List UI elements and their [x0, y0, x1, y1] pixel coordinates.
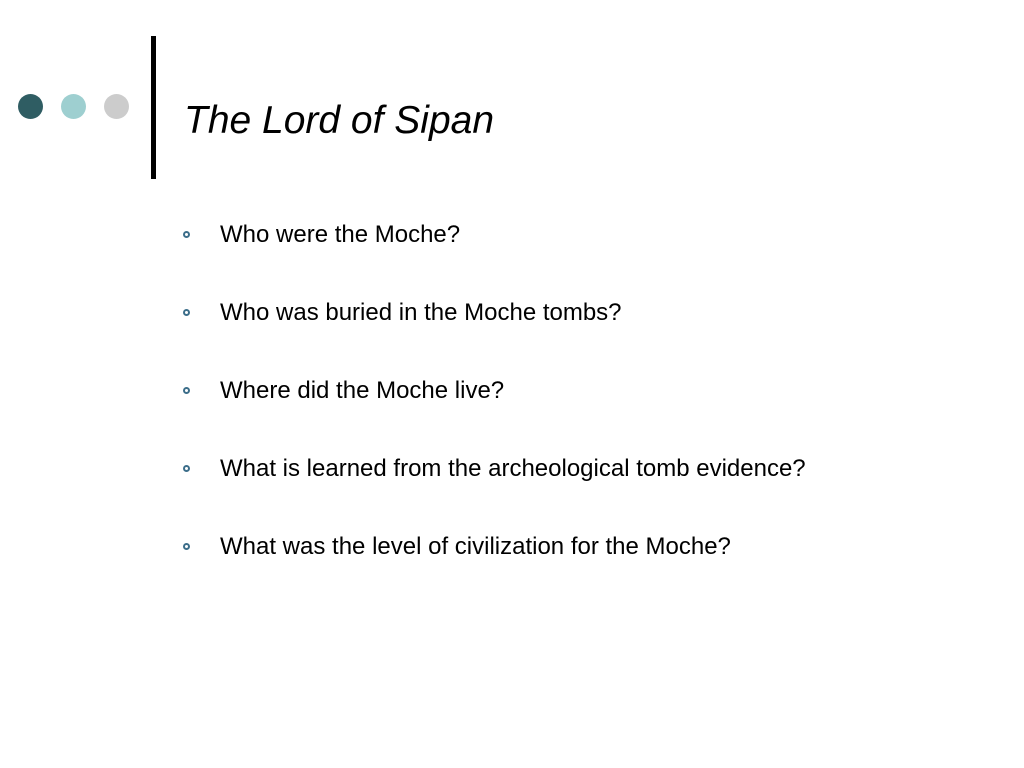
bullet-circle-icon — [183, 231, 190, 238]
bullet-text: Who were the Moche? — [220, 221, 461, 248]
bullet-text: What was the level of civilization for the Moche? — [220, 533, 731, 560]
slide-title: The Lord of Sipan — [184, 99, 495, 142]
bullet-text: Who was buried in the Moche tombs? — [220, 299, 622, 326]
decorative-dot-gray — [104, 94, 129, 119]
bullet-text: Where did the Moche live? — [220, 377, 505, 404]
decorative-dot-dark — [18, 94, 43, 119]
bullet-circle-icon — [183, 543, 190, 550]
decorative-dot-light-teal — [61, 94, 86, 119]
bullet-circle-icon — [183, 309, 190, 316]
title-divider — [151, 36, 156, 179]
bullet-text: What is learned from the archeological tomb evidence? — [220, 455, 806, 482]
bullet-circle-icon — [183, 387, 190, 394]
bullet-circle-icon — [183, 465, 190, 472]
